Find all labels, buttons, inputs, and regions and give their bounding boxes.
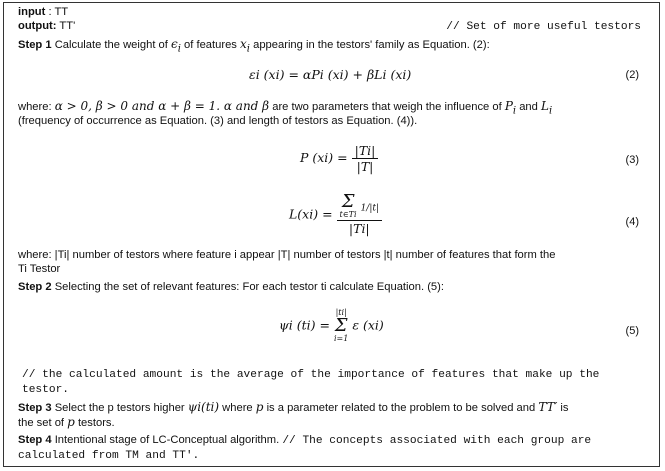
step1-eps: $\epsilon_i$ — [170, 37, 181, 55]
step1-where-line2: (frequency of occurrence as Equation. (3) and length of testors as Equation. (4)). — [18, 115, 418, 127]
input-label: input — [18, 6, 46, 18]
step3-line1: Step 3 Select the p testors higher ψi(ti) where p is a parameter related to the problem to be solved and TT′ is — [18, 400, 569, 414]
step2-text: Selecting the set of relevant features: For each testor ti calculate Equation. (5): — [54, 281, 444, 293]
step2-comment-line1: // the calculated amount is the average of the importance of features that make up the — [22, 369, 600, 381]
step4-label: Step 4 — [18, 434, 52, 446]
step1-where-line1: where: α > 0, β > 0 and α + β = 1. α and β are two parameters that weigh the influence of $P_i$ and $L_i$ — [18, 99, 553, 117]
algorithm-box — [3, 2, 660, 467]
input-line — [18, 6, 68, 19]
equation-3: P (xi) = $\frac{|Ti|}{|T|}$ — [300, 143, 378, 174]
step2-comment-line2: testor. — [22, 384, 69, 396]
step1-line — [18, 38, 490, 55]
step1-text-a: Calculate the weight of — [54, 39, 168, 51]
step2-label: Step 2 — [18, 281, 52, 293]
step4-line1: Step 4 Intentional stage of LC-Conceptual algorithm. // The concepts associated with each group are — [18, 434, 592, 447]
equation-5: ψi (ti) = |ti| Σ i=1 ε (xi) — [279, 308, 384, 343]
step1-where2-line1: where: |Ti| number of testors where feature i appear |T| number of testors |t| number of features that form the — [18, 249, 556, 261]
equation-2: εi (xi) = αPi (xi) + βLi (xi) — [249, 67, 412, 82]
equation-4-number: (4) — [625, 216, 639, 228]
equation-4: L(xi) = Σ t∈Ti 1/|t| |Ti| — [289, 194, 382, 236]
step1-x: $x_i$ — [240, 37, 250, 55]
step1-text-c: appearing in the testors' family as Equation. (2): — [253, 39, 490, 51]
step2-line — [18, 281, 444, 294]
output-label: output: — [18, 20, 57, 32]
step3-label: Step 3 — [18, 402, 52, 414]
equation-5-number: (5) — [625, 325, 639, 337]
step4-line2: calculated from TM and TT'. — [18, 450, 200, 462]
input-value: : TT — [48, 6, 69, 18]
step1-label: Step 1 — [18, 39, 52, 51]
output-value: TT' — [59, 20, 76, 32]
equation-2-number: (2) — [625, 69, 639, 81]
output-comment: // Set of more useful testors — [446, 21, 641, 33]
step1-where2-line2: Ti Testor — [18, 263, 61, 275]
equation-3-number: (3) — [625, 154, 639, 166]
step1-text-b: of features — [184, 39, 237, 51]
step3-line2: the set of p testors. — [18, 415, 115, 429]
